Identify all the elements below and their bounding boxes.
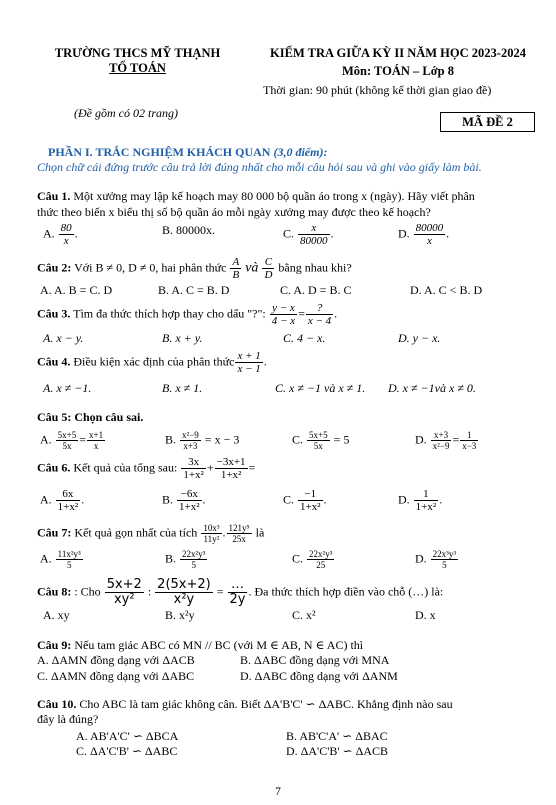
q5-option-b[interactable]: B. $\frac{\text{x²−9}}{x+3}$ = x − 3 xyxy=(165,430,240,451)
q8-frac-1 xyxy=(105,578,144,607)
q6-line: Câu 6. Kết quả của tổng sau: $\frac{3x}{\text{1+x²}}$ + $\frac{-3x+1}{\text{1+x²}}$ = xyxy=(37,456,256,481)
q5-b-num: x²−9 xyxy=(182,430,199,440)
q7-tail: là xyxy=(255,525,265,540)
q1-c-label: C. xyxy=(283,226,295,241)
q5-b-frac xyxy=(180,430,201,451)
q5-option-a[interactable]: A. $\frac{5x+5}{5x}$ = $\frac{x+1}{x}$ xyxy=(40,430,104,451)
q5-b-rhs: = x − 3 xyxy=(204,432,240,447)
section-title xyxy=(48,145,327,160)
q8-f1-den: xy² xyxy=(113,592,135,607)
q10-label: Câu 10. xyxy=(37,697,77,711)
q5-d-r-den: x−3 xyxy=(462,441,477,451)
pages-note: (Đề gồm có 02 trang) xyxy=(74,106,178,120)
q3-line: Câu 3. Tìm đa thức thích hợp thay cho dấu "?": $\frac{y - x}{4 - x}$ = $\frac{?}{x - 4}$ . xyxy=(37,302,338,327)
q4-option-b[interactable]: B. x ≠ 1. xyxy=(162,381,203,395)
q1-option-a[interactable]: A. $\frac{80}{x}$ . xyxy=(43,222,78,247)
q6-b-frac xyxy=(177,488,202,513)
section-title-text: PHẦN I. TRẮC NGHIỆM KHÁCH QUAN xyxy=(48,145,271,159)
q5-option-c[interactable]: C. $\frac{5x+5}{5x}$ = 5 xyxy=(292,430,350,451)
q1-a-frac xyxy=(59,222,74,247)
q3-frac-2 xyxy=(306,302,333,327)
q8-frac-2 xyxy=(155,578,213,607)
q4-option-c[interactable]: C. x ≠ −1 và x ≠ 1. xyxy=(275,381,366,395)
page-number: 7 xyxy=(275,786,281,798)
section-points: (3,0 điểm): xyxy=(273,145,328,159)
q5-d-frac-r xyxy=(460,430,478,451)
section-instruction: Chọn chữ cái đứng trước câu trả lời đúng nhất cho mỗi câu hỏi sau và ghi vào giấy làm bài. xyxy=(37,160,482,174)
q2-va: và xyxy=(245,260,259,276)
q8-f2-den: x²y xyxy=(173,592,195,607)
q5-c-rhs: = 5 xyxy=(333,432,350,447)
q3-f2-den: x − 4 xyxy=(307,315,332,327)
q3-f1-den: 4 − x xyxy=(271,315,296,327)
q5-a-frac-r xyxy=(87,430,105,451)
q6-d-den: 1+x² xyxy=(415,501,437,513)
q6-option-c[interactable]: C. $\frac{-1}{\text{1+x²}}$ . xyxy=(283,488,327,513)
q7-a-num: 11x²y³ xyxy=(57,549,81,559)
q1-c-frac xyxy=(298,222,330,247)
q5-option-d[interactable]: D. $\frac{x+3}{\text{x²−9}}$ = $\frac{1}{x-3}$ xyxy=(415,430,477,451)
q6-d-num: 1 xyxy=(414,488,439,501)
q8-label: Câu 8: xyxy=(37,584,72,599)
q8-option-c[interactable]: C. x² xyxy=(292,608,316,622)
q3-text: Tìm đa thức thích hợp thay cho dấu "?": xyxy=(73,306,266,321)
q4-f-num: x + 1 xyxy=(237,350,261,362)
q1-option-d[interactable]: D. $\frac{80000}{x}$ . xyxy=(398,222,450,247)
q2-f2-den: D xyxy=(264,269,273,281)
q6-f2-num: −3x+1 xyxy=(216,456,246,468)
q8-f3-den: 2y xyxy=(229,592,246,607)
q10-option-b[interactable]: B. AB'C'A' ∽ ΔBAC xyxy=(286,729,388,743)
q9-option-a[interactable]: A. ΔAMN đồng dạng với ΔACB xyxy=(37,653,195,667)
q7-option-a[interactable]: A. $\frac{\text{11x²y³}}{5}$ xyxy=(40,549,81,570)
q2-option-b[interactable]: B. A. C = B. D xyxy=(158,283,230,297)
q7-d-frac xyxy=(431,549,458,570)
q1-option-b[interactable]: B. 80000x. xyxy=(162,223,216,237)
q9-label: Câu 9: xyxy=(37,638,72,652)
q2-frac-1 xyxy=(230,256,241,281)
q7-a-den: 5 xyxy=(66,560,72,570)
q7-f1-num: 10x³ xyxy=(203,523,220,533)
q3-option-d[interactable]: D. y − x. xyxy=(398,331,441,345)
q2-tail: bằng nhau khi? xyxy=(278,260,352,275)
q5-a-l-den: 5x xyxy=(62,441,72,451)
q6-c-frac xyxy=(298,488,323,513)
q5-a-frac-l xyxy=(56,430,79,451)
q7-f2-den: 25x xyxy=(232,534,246,544)
q2-option-c[interactable]: C. A. D = B. C xyxy=(280,283,352,297)
q6-frac-2 xyxy=(215,456,248,481)
q8-option-d[interactable]: D. x xyxy=(415,608,436,622)
q7-d-num: 22x³y³ xyxy=(432,549,457,559)
q7-frac-1 xyxy=(201,523,221,544)
q1-a-den: x xyxy=(63,235,69,247)
q7-b-frac xyxy=(180,549,207,570)
q5-d-l-den: x²−9 xyxy=(432,441,450,451)
q8-tail: . Đa thức thích hợp điền vào chỗ (…) là: xyxy=(248,584,444,599)
exam-title: KIỂM TRA GIỮA KỲ II NĂM HỌC 2023-2024 xyxy=(270,46,526,60)
q7-frac-2 xyxy=(227,523,252,544)
q2-frac-2 xyxy=(262,256,274,281)
q5-text: Chọn câu sai. xyxy=(74,410,144,424)
q6-option-d[interactable]: D. $\frac{1}{\text{1+x²}}$ . xyxy=(398,488,443,513)
q7-option-d[interactable]: D. $\frac{\text{22x³y³}}{5}$ xyxy=(415,549,457,570)
q6-a-num: 6x xyxy=(56,488,81,501)
q3-f2-num: ? xyxy=(306,302,333,315)
q10-option-d[interactable]: D. ΔA'C'B' ∽ ΔACB xyxy=(286,744,388,758)
q7-option-b[interactable]: B. $\frac{\text{22x²y³}}{5}$ xyxy=(165,549,206,570)
q5-a-l-num: 5x+5 xyxy=(57,430,77,440)
q4-frac xyxy=(235,350,262,375)
q2-f1-num: A xyxy=(232,256,240,268)
q9-option-d[interactable]: D. ΔABC đồng dạng với ΔANM xyxy=(240,669,398,683)
q7-a-frac xyxy=(56,549,83,570)
q5-c-num: 5x+5 xyxy=(309,430,328,440)
q8-f1-num: 5x+2 xyxy=(106,577,142,592)
q1-a-num: 80 xyxy=(60,222,72,234)
q3-option-c[interactable]: C. 4 − x. xyxy=(283,331,326,345)
q4-line: Câu 4. Điều kiện xác định của phân thức $\frac{x + 1}{x - 1}$ . xyxy=(37,350,267,375)
q6-c-den: 1+x² xyxy=(300,501,321,513)
q1-d-label: D. xyxy=(398,226,410,241)
q9-option-c[interactable]: C. ΔAMN đồng dạng với ΔABC xyxy=(37,669,195,683)
q2-line xyxy=(37,256,352,281)
q8-option-b[interactable]: B. x²y xyxy=(165,608,195,622)
q6-f2-den: 1+x² xyxy=(220,469,242,481)
q2-f1-den: B xyxy=(232,269,240,281)
q5-d-l-num: x+3 xyxy=(431,430,452,441)
q7-label: Câu 7: xyxy=(37,525,72,540)
q7-text: Kết quả gọn nhất của tích xyxy=(74,525,198,540)
q1-option-c[interactable]: C. $\frac{x}{80000}$ . xyxy=(283,222,334,247)
q10-line1 xyxy=(37,697,453,712)
q7-option-c[interactable]: C. $\frac{\text{22x²y³}}{25}$ xyxy=(292,549,333,570)
q8-option-a[interactable]: A. xy xyxy=(43,608,70,622)
q3-label: Câu 3. xyxy=(37,306,71,321)
q10-option-c[interactable]: C. ΔA'C'B' ∽ ΔABC xyxy=(76,744,178,758)
q3-frac-1 xyxy=(270,302,297,327)
q9-text: Nếu tam giác ABC có MN // BC (với M ∈ AB, N ∈ AC) thì xyxy=(74,638,364,652)
q4-label: Câu 4. xyxy=(37,354,71,369)
q8-line: Câu 8: : Cho $\frac{5x+2}{\text{xy²}}$ : $\frac{2(5x+2)}{\text{x²y}}$ = $\frac{\dots}{2y}$ . Đa thức thích hợp điền vào chỗ (…) là: xyxy=(37,577,444,607)
q7-b-den: 5 xyxy=(191,560,196,570)
q10-text1: Cho ABC là tam giác không cân. Biết ΔA'B'C' ∽ ΔABC. Khẳng định nào sau xyxy=(79,697,453,711)
q3-f1-num: y − x xyxy=(270,302,297,315)
q6-d-frac xyxy=(414,488,439,513)
q7-c-den: 25 xyxy=(316,560,326,570)
q1-a-label: A. xyxy=(43,226,55,241)
q7-f1-den: 11y² xyxy=(203,534,220,544)
q8-f3-num: … xyxy=(228,578,248,593)
q5-b-den: x+3 xyxy=(183,441,198,451)
exam-time: Thời gian: 90 phút (không kể thời gian giao đề) xyxy=(263,83,492,97)
q2-f2-num: C xyxy=(262,256,274,269)
q8-text: : Cho xyxy=(74,584,101,599)
school-name: TRƯỜNG THCS MỸ THẠNH xyxy=(54,46,221,60)
q6-f1-den: 1+x² xyxy=(183,469,204,481)
q5-label: Câu 5: xyxy=(37,410,72,424)
q7-line: Câu 7: Kết quả gọn nhất của tích $\frac{\text{10x³}}{\text{11y²}}$ . $\frac{\text{121y⁵}}{25x}$ là xyxy=(37,523,265,544)
q1-d-frac xyxy=(414,222,446,247)
q6-c-num: −1 xyxy=(298,488,323,501)
q9-option-b[interactable]: B. ΔABC đồng dạng với MNA xyxy=(240,653,390,667)
q1-text2: thức theo biến x biểu thị số bộ quần áo mỗi ngày xưởng may được theo kế hoạch? xyxy=(37,205,431,219)
q6-frac-1 xyxy=(181,456,206,481)
q6-text: Kết quả của tổng sau: xyxy=(73,460,178,475)
q1-c-den: 80000 xyxy=(300,235,328,247)
q7-d-den: 5 xyxy=(442,560,447,570)
q1-c-num: x xyxy=(298,222,330,235)
q2-option-d[interactable]: D. A. C < B. D xyxy=(410,283,483,297)
q6-b-num: −6x xyxy=(177,488,202,501)
q1-d-num: 80000 xyxy=(415,222,444,234)
q2-option-a[interactable]: A. A. B = C. D xyxy=(40,283,113,297)
q10-text2: đây là đúng? xyxy=(37,712,99,726)
q4-f-den: x − 1 xyxy=(237,363,261,375)
q5-d-r-num: 1 xyxy=(460,430,478,441)
q6-f1-num: 3x xyxy=(181,456,206,469)
q1-d-den: x xyxy=(426,235,432,247)
q5-line xyxy=(37,410,143,425)
q7-f2-num: 121y⁵ xyxy=(228,523,250,533)
q8-f2-num: 2(5x+2) xyxy=(157,577,211,592)
q1-line1 xyxy=(37,189,475,204)
q7-c-frac xyxy=(307,549,334,570)
q5-a-r-den: x xyxy=(93,441,99,451)
q6-option-a[interactable]: A. $\frac{6x}{\text{1+x²}}$ . xyxy=(40,488,85,513)
q6-label: Câu 6. xyxy=(37,460,71,475)
q1-text1: Một xưởng may lập kế hoạch may 80 000 bộ quần áo trong x (ngày). Hãy viết phân xyxy=(73,189,475,203)
exam-subject: Môn: TOÁN – Lớp 8 xyxy=(341,64,455,78)
q6-a-den: 1+x² xyxy=(57,501,79,513)
q6-a-frac xyxy=(56,488,81,513)
exam-code-box: MÃ ĐỀ 2 xyxy=(440,112,535,132)
q9-line xyxy=(37,638,363,653)
q5-d-frac-l xyxy=(431,430,452,451)
q5-c-frac xyxy=(307,430,330,451)
q7-c-num: 22x²y³ xyxy=(309,549,333,559)
q3-option-a[interactable]: A. x − y. xyxy=(43,331,84,345)
q5-a-r-num: x+1 xyxy=(89,430,104,440)
q8-frac-3 xyxy=(228,578,248,607)
q6-option-b[interactable]: B. $\frac{-6x}{\text{1+x²}}$ . xyxy=(162,488,206,513)
q10-option-a[interactable]: A. AB'A'C' ∽ ΔBCA xyxy=(76,729,179,743)
q2-label: Câu 2: xyxy=(37,260,72,275)
q1-label: Câu 1. xyxy=(37,189,71,203)
q3-option-b[interactable]: B. x + y. xyxy=(162,331,203,345)
q7-b-num: 22x²y³ xyxy=(182,549,206,559)
q5-c-den: 5x xyxy=(313,441,323,451)
department-name: TỔ TOÁN xyxy=(109,61,166,75)
q6-b-den: 1+x² xyxy=(179,501,200,513)
q4-text: Điều kiện xác định của phân thức xyxy=(73,354,235,369)
q2-text: Với B ≠ 0, D ≠ 0, hai phân thức xyxy=(74,260,227,275)
q4-option-a[interactable]: A. x ≠ −1. xyxy=(43,381,92,395)
q4-option-d[interactable]: D. x ≠ −1và x ≠ 0. xyxy=(388,381,476,395)
